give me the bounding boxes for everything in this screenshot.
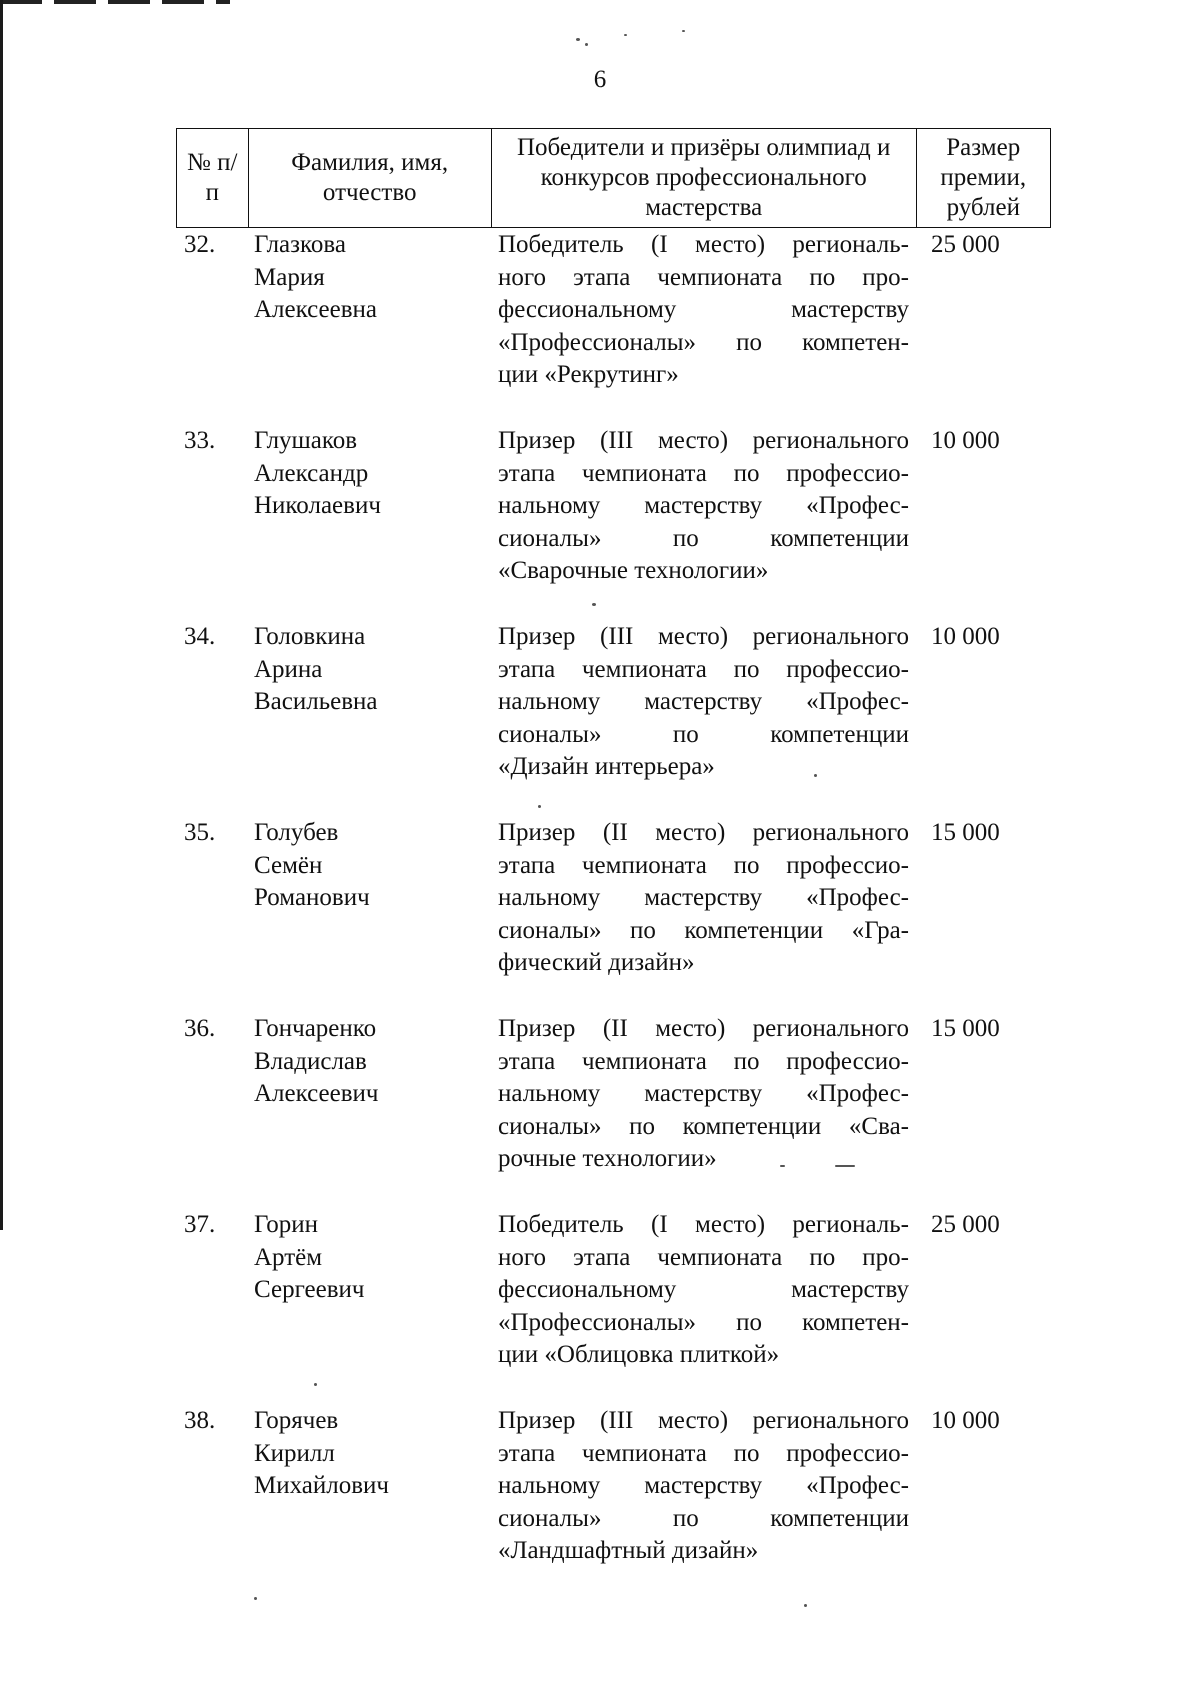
- header-full-name: Фамилия, имя, отчество: [248, 129, 491, 228]
- patronymic: Николаевич: [254, 492, 381, 520]
- award-line: этапа чемпионата по профессио-: [498, 459, 909, 487]
- header-award: Победители и призёры олимпиад и конкурсов профессионального мастерства: [491, 129, 916, 228]
- person-name: [254, 1209, 498, 1405]
- award-description: [498, 1405, 909, 1601]
- header-prize-amount: Размер премии, рублей: [916, 129, 1050, 228]
- award-line: Победитель (I место) региональ-: [498, 231, 909, 258]
- award-line: ного этапа чемпионата по про-: [498, 1243, 909, 1271]
- row-number: 35.: [184, 819, 216, 846]
- prize-amount: 10 000: [931, 1407, 1000, 1434]
- prize-amount: 10 000: [931, 623, 1000, 650]
- award-line: фессиональному мастерству: [498, 296, 909, 324]
- first-name: Александр: [254, 459, 369, 487]
- scan-speck: [576, 38, 580, 41]
- award-description: [498, 1209, 909, 1405]
- row-number: 37.: [184, 1211, 216, 1238]
- row-number: 33.: [184, 427, 216, 454]
- surname: Головкина: [254, 623, 366, 650]
- surname: Гончаренко: [254, 1015, 377, 1042]
- award-line: нальному мастерству «Профес-: [498, 1472, 909, 1500]
- award-line: «Профессионалы» по компетен-: [498, 1308, 909, 1336]
- table-row: [176, 425, 1056, 621]
- person-name: [254, 1405, 498, 1601]
- header-number: № п/п: [177, 129, 249, 228]
- scan-speck: [624, 34, 627, 36]
- award-line: этапа чемпионата по профессио-: [498, 1439, 909, 1467]
- prize-amount: 25 000: [931, 231, 1000, 258]
- prize-amount: 15 000: [931, 1015, 1000, 1042]
- award-line: сионалы» по компетенции «Гра-: [498, 916, 909, 944]
- person-name: [254, 229, 498, 425]
- first-name: Кирилл: [254, 1439, 335, 1467]
- scan-speck: [585, 43, 588, 46]
- award-description: [498, 1013, 909, 1209]
- first-name: Владислав: [254, 1047, 367, 1075]
- surname: Глушаков: [254, 427, 358, 454]
- surname: Горин: [254, 1211, 319, 1238]
- row-number: 32.: [184, 231, 216, 258]
- first-name: Мария: [254, 263, 325, 291]
- award-line: Призер (II место) регионального: [498, 819, 909, 846]
- award-line: «Сварочные технологии»: [498, 557, 769, 585]
- prize-amount: 15 000: [931, 819, 1000, 846]
- scan-speck: [804, 1604, 807, 1607]
- award-description: [498, 425, 909, 621]
- row-number: 34.: [184, 623, 216, 650]
- table-row: [176, 229, 1056, 425]
- award-line: Призер (II место) регионального: [498, 1015, 909, 1042]
- award-description: [498, 621, 909, 817]
- table-row: [176, 1209, 1056, 1405]
- award-line: Призер (III место) регионального: [498, 427, 909, 454]
- award-line: этапа чемпионата по профессио-: [498, 1047, 909, 1075]
- award-line: нальному мастерству «Профес-: [498, 1080, 909, 1108]
- patronymic: Васильевна: [254, 688, 378, 716]
- award-description: [498, 817, 909, 1013]
- award-line: сионалы» по компетенции: [498, 720, 909, 748]
- award-line: рочные технологии»: [498, 1145, 717, 1173]
- table-row: [176, 1013, 1056, 1209]
- scan-edge-top: [0, 0, 230, 4]
- award-line: ного этапа чемпионата по про-: [498, 263, 909, 291]
- table-row: [176, 621, 1056, 817]
- patronymic: Алексеевна: [254, 296, 378, 324]
- award-line: «Дизайн интерьера»: [498, 753, 715, 781]
- prize-amount: 25 000: [931, 1211, 1000, 1238]
- award-line: фессиональному мастерству: [498, 1276, 909, 1304]
- award-line: нальному мастерству «Профес-: [498, 688, 909, 716]
- row-number: 36.: [184, 1015, 216, 1042]
- award-line: ции «Облицовка плиткой»: [498, 1341, 780, 1369]
- award-line: ции «Рекрутинг»: [498, 361, 679, 389]
- award-line: нальному мастерству «Профес-: [498, 884, 909, 912]
- award-line: сионалы» по компетенции: [498, 524, 909, 552]
- patronymic: Алексеевич: [254, 1080, 379, 1108]
- person-name: [254, 817, 498, 1013]
- award-line: нальному мастерству «Профес-: [498, 492, 909, 520]
- prize-amount: 10 000: [931, 427, 1000, 454]
- award-line: «Профессионалы» по компетен-: [498, 328, 909, 356]
- person-name: [254, 425, 498, 621]
- award-line: сионалы» по компетенции: [498, 1504, 909, 1532]
- scan-edge-left: [0, 0, 3, 1230]
- award-line: фический дизайн»: [498, 949, 695, 977]
- patronymic: Сергеевич: [254, 1276, 365, 1304]
- surname: Горячев: [254, 1407, 339, 1434]
- award-line: Победитель (I место) региональ-: [498, 1211, 909, 1238]
- award-line: этапа чемпионата по профессио-: [498, 655, 909, 683]
- table-header: [176, 128, 1051, 228]
- award-line: «Ландшафтный дизайн»: [498, 1537, 759, 1565]
- first-name: Семён: [254, 851, 323, 879]
- first-name: Арина: [254, 655, 323, 683]
- surname: Голубев: [254, 819, 339, 846]
- scan-speck: [682, 30, 685, 32]
- page-number: 6: [593, 66, 607, 93]
- award-line: сионалы» по компетенции «Сва-: [498, 1112, 909, 1140]
- award-line: Призер (III место) регионального: [498, 623, 909, 650]
- table-body: [176, 229, 1056, 1601]
- award-line: этапа чемпионата по профессио-: [498, 851, 909, 879]
- person-name: [254, 1013, 498, 1209]
- patronymic: Романович: [254, 884, 370, 912]
- award-line: Призер (III место) регионального: [498, 1407, 909, 1434]
- surname: Глазкова: [254, 231, 346, 258]
- person-name: [254, 621, 498, 817]
- first-name: Артём: [254, 1243, 323, 1271]
- award-description: [498, 229, 909, 425]
- patronymic: Михайлович: [254, 1472, 389, 1500]
- table-row: [176, 817, 1056, 1013]
- table-row: [176, 1405, 1056, 1601]
- row-number: 38.: [184, 1407, 216, 1434]
